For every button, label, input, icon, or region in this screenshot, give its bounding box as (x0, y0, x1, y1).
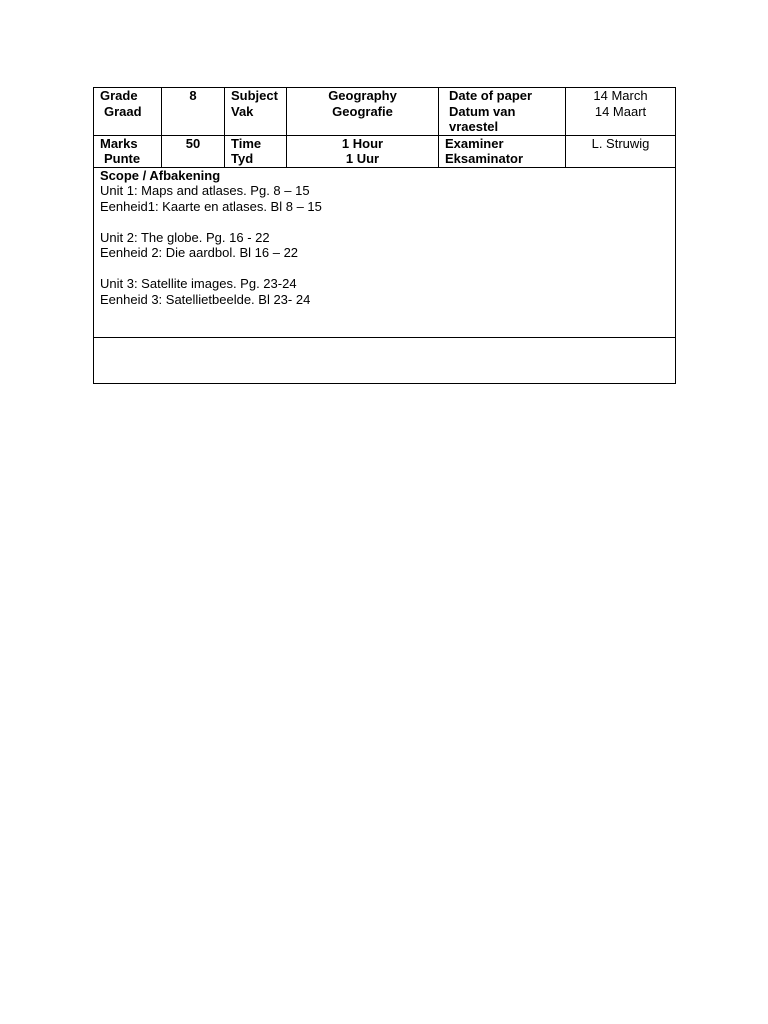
time-label-en: Time (231, 135, 262, 151)
unit-3-en: Unit 3: Satellite images. Pg. 23-24 (100, 276, 297, 291)
grade-label-en: Grade (100, 88, 138, 103)
date-value-en: 14 March (593, 88, 648, 103)
grade-value: 8 (189, 88, 197, 103)
examiner-label-en: Examiner (445, 135, 504, 151)
subject-label-en: Subject (231, 88, 278, 103)
time-value-en: 1 Hour (341, 135, 384, 151)
unit-3-af: Eenheid 3: Satellietbeelde. Bl 23- 24 (100, 291, 311, 307)
date-label-af-1: Datum van (449, 103, 516, 119)
spacer (100, 214, 669, 230)
spacer (100, 261, 669, 277)
marks-value-cell (162, 135, 225, 167)
date-value-cell (566, 88, 676, 136)
unit-2-af: Eenheid 2: Die aardbol. Bl 16 – 22 (100, 245, 299, 260)
subject-value-en: Geography (328, 88, 397, 103)
empty-cell (94, 337, 676, 383)
scope-title: Scope / Afbakening (100, 167, 221, 183)
row-scope (94, 167, 676, 337)
grade-label-af: Graad (104, 103, 142, 119)
subject-value-af: Geografie (332, 103, 393, 119)
examiner-label-af: Eksaminator (445, 151, 524, 166)
time-value-af: 1 Uur (345, 151, 380, 166)
marks-value: 50 (185, 135, 201, 151)
row-marks-time-examiner (94, 135, 676, 167)
time-label-cell (225, 135, 287, 167)
marks-label-en: Marks (100, 135, 138, 151)
date-label-cell (439, 88, 566, 136)
unit-1-en: Unit 1: Maps and atlases. Pg. 8 – 15 (100, 183, 310, 198)
subject-value-cell (287, 88, 439, 136)
subject-label-cell (225, 88, 287, 136)
date-value-af: 14 Maart (594, 103, 647, 119)
scope-cell (94, 167, 676, 337)
examiner-label-cell (439, 135, 566, 167)
time-value-cell (287, 135, 439, 167)
marks-label-cell (94, 135, 162, 167)
grade-value-cell (162, 88, 225, 136)
row-grade-subject-date (94, 88, 676, 136)
date-label-af-2: vraestel (449, 119, 499, 134)
unit-1-af: Eenheid1: Kaarte en atlases. Bl 8 – 15 (100, 198, 322, 214)
grade-label-cell (94, 88, 162, 136)
subject-label-af: Vak (231, 103, 254, 119)
marks-label-af: Punte (104, 151, 141, 166)
examiner-value-cell (566, 135, 676, 167)
examiner-value: L. Struwig (591, 135, 650, 151)
unit-2-en: Unit 2: The globe. Pg. 16 - 22 (100, 229, 270, 245)
time-label-af: Tyd (231, 151, 254, 166)
date-label-en: Date of paper (449, 88, 533, 103)
row-empty (94, 337, 676, 383)
exam-info-table (93, 87, 676, 384)
